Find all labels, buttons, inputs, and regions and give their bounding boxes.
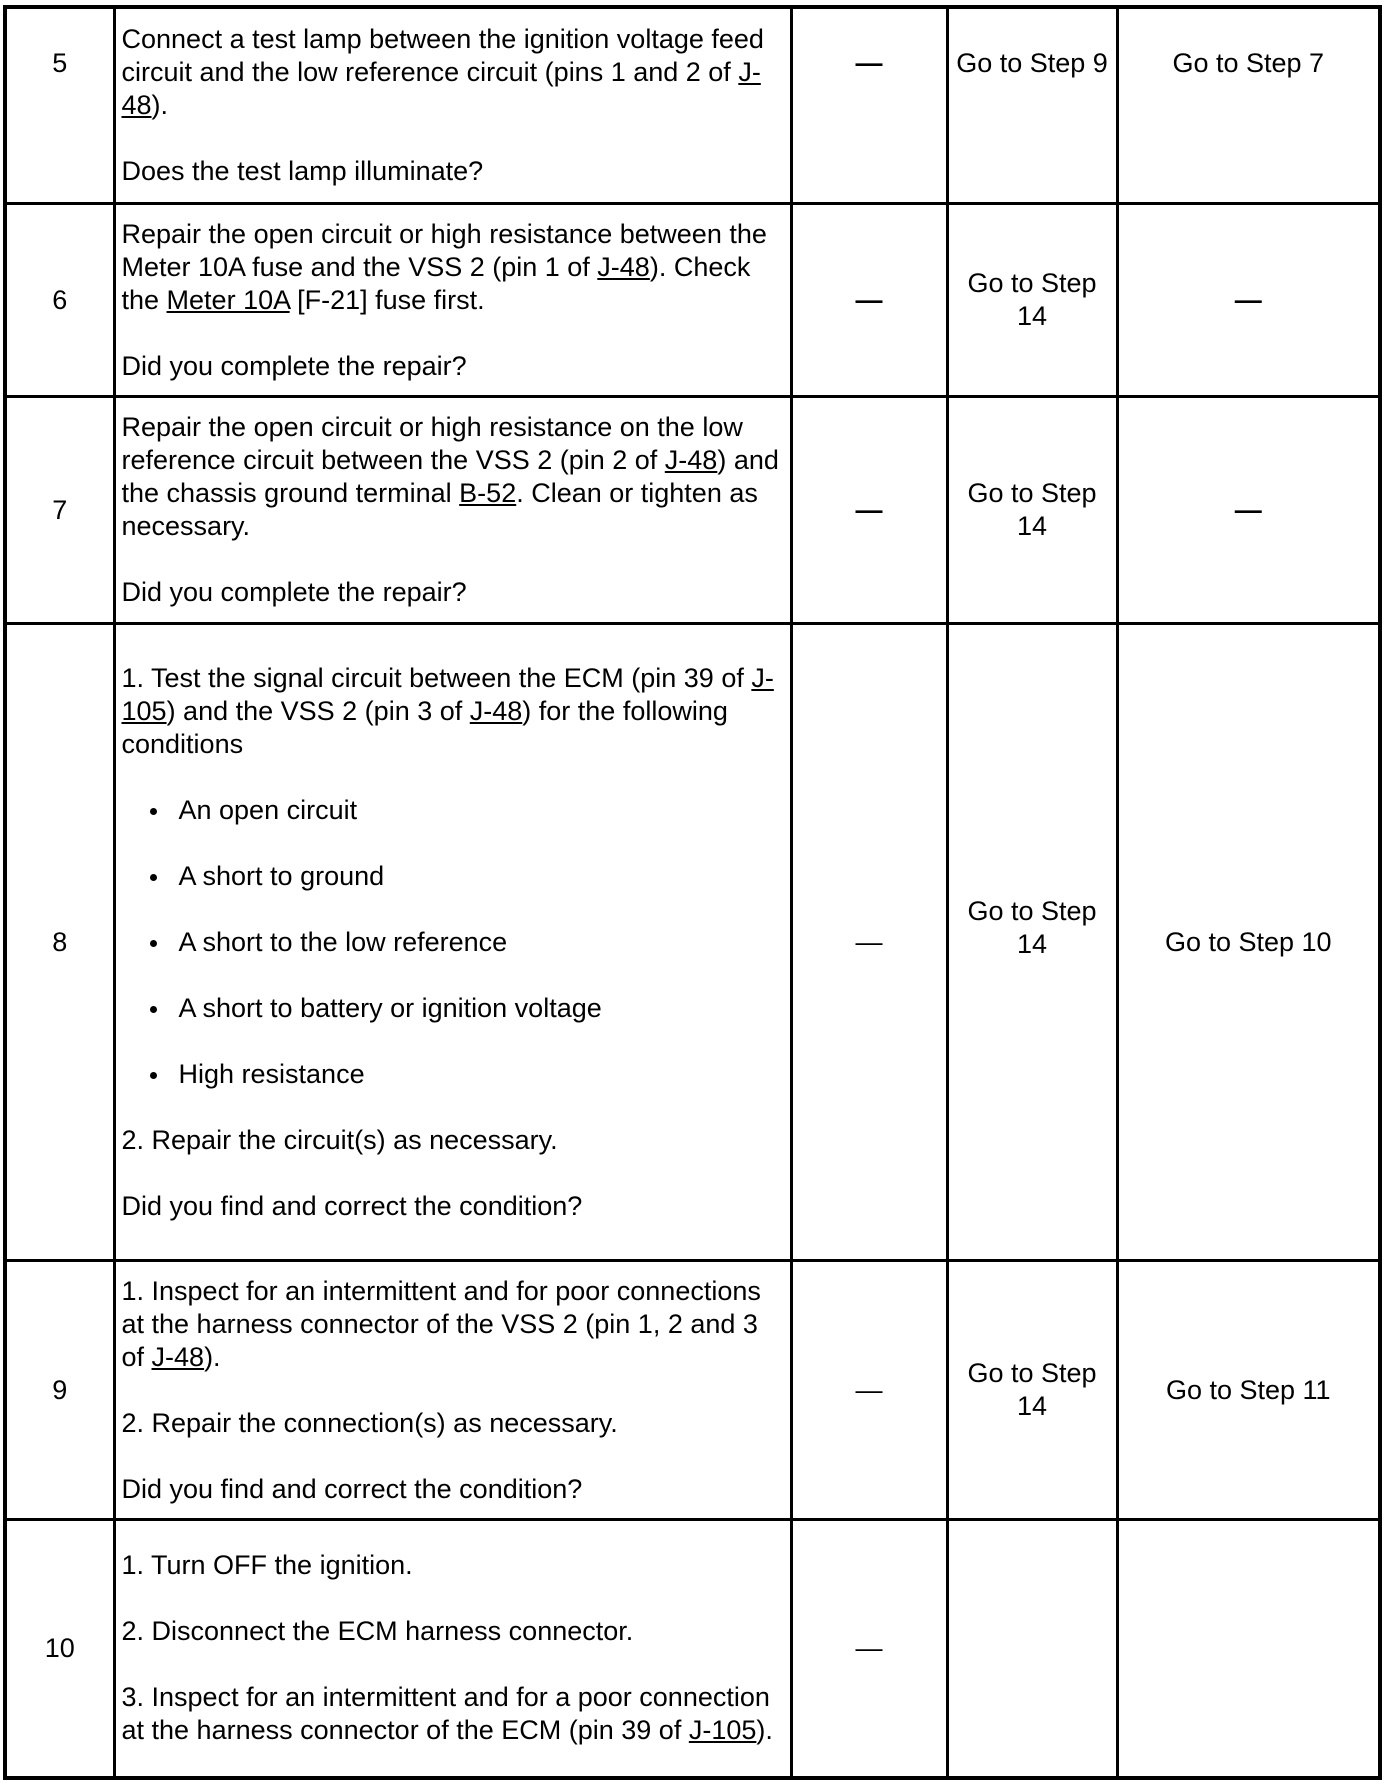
step-number: 9 [5,1261,114,1520]
action-text [122,1681,780,1747]
yes-cell[interactable]: Go to Step 9 [947,7,1117,203]
list-item [122,794,780,827]
action-text-after: ). [204,1341,221,1372]
step-number: 8 [5,623,114,1260]
yes-cell[interactable] [947,1519,1117,1778]
no-cell: — [1117,397,1380,624]
action-text [122,411,780,543]
list-item [122,992,780,1025]
value-cell: — [791,1261,947,1520]
list-item [122,860,780,893]
action-step-2: 2. Repair the connection(s) as necessary. [121,1407,618,1438]
action-text-after: ) for the following conditions [121,695,728,759]
step-number: 5 [5,7,114,203]
table-row [5,623,1380,1260]
no-cell[interactable]: Go to Step 10 [1117,623,1380,1260]
action-question: Did you complete the repair? [121,577,467,608]
action-text-after: ). [756,1715,773,1746]
action-cell [114,397,791,624]
step-number: 10 [5,1519,114,1778]
action-text-after: . Clean or tighten as necessary. [121,478,758,542]
action-question: Did you find and correct the condition? [121,1190,583,1221]
action-cell [114,203,791,396]
no-cell[interactable]: Go to Step 7 [1117,7,1380,203]
action-text [122,1275,780,1374]
condition-list [122,794,780,1091]
condition-text: A short to battery or ignition voltage [178,992,602,1023]
action-text-middle: ) and the VSS 2 (pin 3 of [166,695,470,726]
table-row [5,203,1380,396]
condition-text: High resistance [178,1058,365,1089]
table-row [5,397,1380,624]
action-text-before: Repair the open circuit or high resistance between the Meter 10A fuse and the VSS 2 (pin 1 of [121,218,767,282]
action-text-after: ). [151,89,169,120]
table-row [5,1519,1380,1778]
action-text-before: 3. Inspect for an intermittent and for a poor connection at the harness connector of the ECM (pin 39 of [121,1682,770,1746]
ground-terminal-link[interactable]: B-52 [459,478,517,509]
value-cell: — [791,203,947,396]
condition-text: A short to ground [178,860,385,891]
value-cell: — [791,623,947,1260]
action-text [122,662,780,761]
yes-cell[interactable]: Go to Step 14 [947,623,1117,1260]
condition-text: An open circuit [178,794,358,825]
action-cell [114,7,791,203]
table-row [5,7,1380,203]
no-cell: — [1117,203,1380,396]
action-cell [114,1519,791,1778]
value-cell: — [791,397,947,624]
action-question: Did you complete the repair? [121,350,467,381]
action-text-before: 1. Test the signal circuit between the ECM (pin 39 of [121,662,752,693]
action-step-2: 2. Disconnect the ECM harness connector. [121,1616,634,1647]
ecm-connector-link[interactable]: J-105 [121,662,774,726]
connector-link[interactable]: J-48 [151,1341,205,1372]
step-number: 7 [5,397,114,624]
value-cell: — [791,7,947,203]
connector-link[interactable]: J-48 [121,56,761,120]
action-step-1: 1. Turn OFF the ignition. [121,1550,413,1581]
action-text [122,23,780,122]
step-number: 6 [5,203,114,396]
no-cell[interactable] [1117,1519,1380,1778]
no-cell[interactable]: Go to Step 11 [1117,1261,1380,1520]
action-text-middle: ). Check the [121,251,751,315]
diagnostic-steps-table [3,5,1382,1780]
yes-cell[interactable]: Go to Step 14 [947,1261,1117,1520]
action-text-before: Repair the open circuit or high resistance on the low reference circuit between the VSS 2 (pin 2 of [121,412,743,476]
ecm-connector-link[interactable]: J-105 [688,1715,757,1746]
action-cell [114,623,791,1260]
yes-cell[interactable]: Go to Step 14 [947,203,1117,396]
connector-link[interactable]: J-48 [664,445,718,476]
action-question: Did you find and correct the condition? [121,1473,583,1504]
action-step-2: 2. Repair the circuit(s) as necessary. [121,1124,558,1155]
fuse-link[interactable]: Meter 10A [166,284,290,315]
value-cell: — [791,1519,947,1778]
action-text-before: Connect a test lamp between the ignition voltage feed circuit and the low reference circuit (pins 1 and 2 of [121,23,764,87]
action-text-before: 1. Inspect for an intermittent and for poor connections at the harness connector of the VSS 2 (pin 1, 2 and 3 of [121,1275,761,1372]
action-text-after: [F-21] fuse first. [289,284,485,315]
action-text [122,218,780,317]
yes-cell[interactable]: Go to Step 14 [947,397,1117,624]
action-question: Does the test lamp illuminate? [121,155,484,186]
connector-link[interactable]: J-48 [597,251,650,282]
list-item [122,926,780,959]
condition-text: A short to the low reference [178,926,508,957]
list-item [122,1058,780,1091]
action-text-middle: ) and the chassis ground terminal [121,445,779,509]
connector-link[interactable]: J-48 [469,695,523,726]
action-cell [114,1261,791,1520]
table-row [5,1261,1380,1520]
